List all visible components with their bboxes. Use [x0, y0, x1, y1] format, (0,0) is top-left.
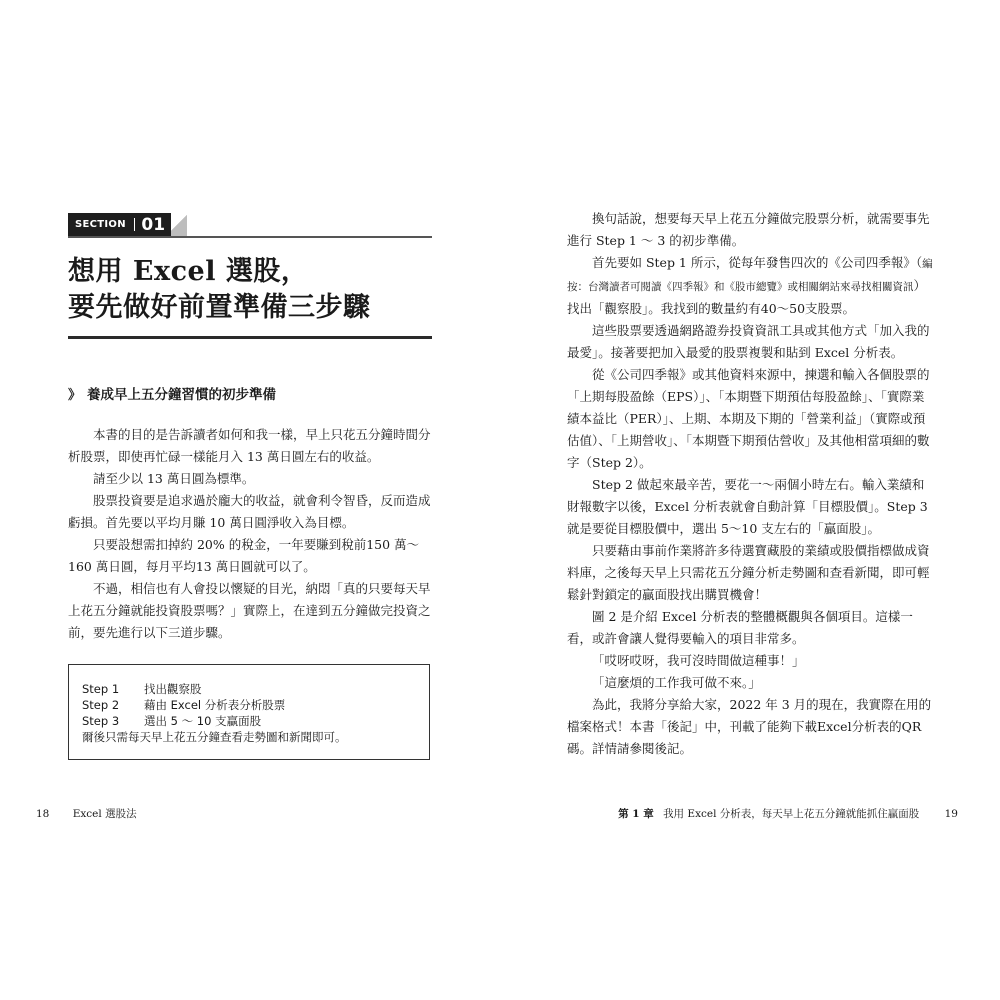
- right-footer: [618, 806, 958, 821]
- section-rule: [68, 236, 432, 238]
- title-line-1: 想用 Excel 選股，: [68, 256, 309, 287]
- step-text: 藉由 Excel 分析表分析股票: [144, 698, 286, 712]
- section-label-box: [68, 213, 171, 236]
- step-item: [82, 681, 417, 697]
- paragraph: 「哎呀哎呀，我可沒時間做這種事！」: [592, 653, 805, 668]
- page-number: 18: [36, 808, 50, 820]
- step-item: [82, 697, 417, 713]
- double-chevron-right-icon: 》: [68, 387, 78, 403]
- paragraph: 股票投資要是追求過於龐大的收益，就會利令智昏，反而造成虧損。首先要以平均月賺 10 萬日圓淨收入為目標。: [68, 493, 431, 530]
- paragraph: 從《公司四季報》或其他資料來源中，揀選和輸入各個股票的「上期每股盈餘（EPS）」、「本期暨下期預估每股盈餘」、「實際業績本益比（PER）」、上期、本期及下期的「營業利益」（實際或預估值）、「上期營收」、「本期暨下期預估營收」及其他相當項細的數字（Step 2）。: [567, 367, 930, 470]
- title-line-2: 要先做好前置準備三步驟: [68, 292, 371, 323]
- title-rule: [68, 336, 432, 339]
- paragraph: 只要藉由事前作業將許多待選寶藏股的業績或股價指標做成資料庫，之後每天早上只需花五分鐘分析走勢圖和查看新聞，即可輕鬆針對鎖定的贏面股找出購買機會！: [567, 543, 930, 602]
- section-tag: [68, 213, 187, 236]
- chapter-running-title: 我用 Excel 分析表，每天早上花五分鐘就能抓住贏面股: [663, 808, 920, 820]
- section-word: SECTION: [75, 219, 126, 230]
- section-number: 01: [141, 214, 166, 235]
- section-divider: [134, 218, 136, 231]
- right-body-text: [567, 208, 935, 760]
- paragraph: 請至少以 13 萬日圓為標準。: [93, 471, 255, 486]
- page-fold-icon: [171, 213, 187, 236]
- book-title: Excel 選股法: [72, 808, 137, 820]
- subheading-text: 養成早上五分鐘習慣的初步準備: [87, 387, 277, 403]
- paragraph: 只要設想需扣掉約 20% 的稅金，一年要賺到稅前150 萬～160 萬日圓，每月平均13 萬日圓就可以了。: [68, 537, 420, 574]
- right-page: [500, 0, 1000, 1000]
- step-label: Step 1: [82, 682, 120, 696]
- paragraph-text: ）找出「觀察股」。我找到的數量約有40～50支股票。: [567, 278, 927, 316]
- step-text: 選出 5 ～ 10 支贏面股: [144, 714, 262, 728]
- chapter-title: [68, 254, 448, 326]
- paragraph: 「這麼煩的工作我可做不來。」: [592, 675, 761, 690]
- paragraph: 本書的目的是告訴讀者如何和我一樣，早上只花五分鐘時間分析股票，即使再忙碌一樣能月入 13 萬日圓左右的收益。: [68, 427, 431, 464]
- step-label: Step 3: [82, 714, 120, 728]
- editor-note: 編按：台灣讀者可閱讀《四季報》和《股市總覽》或相關網站來尋找相關資訊: [567, 258, 933, 293]
- left-footer: [36, 806, 137, 821]
- page-number: 19: [944, 808, 958, 820]
- left-body-text: [68, 424, 432, 644]
- steps-footer: 爾後只需每天早上花五分鐘查看走勢圖和新聞即可。: [82, 730, 347, 744]
- step-text: 找出觀察股: [144, 682, 202, 696]
- paragraph-text: 首先要如 Step 1 所示，從每年發售四次的《公司四季報》（: [592, 255, 923, 270]
- step-item: [82, 713, 417, 729]
- paragraph: 為此，我將分享給大家，2022 年 3 月的現在，我實際在用的檔案格式！本書「後記」中，刊載了能夠下載Excel分析表的QR碼。詳情請參閱後記。: [567, 697, 932, 756]
- subheading: [68, 383, 276, 403]
- chapter-label: 第 1 章: [618, 808, 654, 820]
- paragraph: 圖 2 是介紹 Excel 分析表的整體概觀與各個項目。這樣一看，或許會讓人覺得要輸入的項目非常多。: [567, 609, 913, 646]
- step-label: Step 2: [82, 698, 120, 712]
- paragraph: 不過，相信也有人會投以懷疑的目光，納悶「真的只要每天早上花五分鐘就能投資股票嗎？」實際上，在達到五分鐘做完投資之前，要先進行以下三道步驟。: [68, 581, 431, 640]
- paragraph: [567, 252, 935, 320]
- paragraph: 這些股票要透過網路證券投資資訊工具或其他方式「加入我的最愛」。接著要把加入最愛的股票複製和貼到 Excel 分析表。: [567, 323, 930, 360]
- steps-box: [68, 664, 430, 760]
- paragraph: 換句話說，想要每天早上花五分鐘做完股票分析，就需要事先進行 Step 1 ～ 3 的初步準備。: [567, 211, 930, 248]
- paragraph: Step 2 做起來最辛苦，要花一～兩個小時左右。輸入業績和財報數字以後，Excel 分析表就會自動計算「目標股價」。Step 3 就是要從目標股價中，選出 5～10 支左右的「贏面股」。: [567, 477, 928, 536]
